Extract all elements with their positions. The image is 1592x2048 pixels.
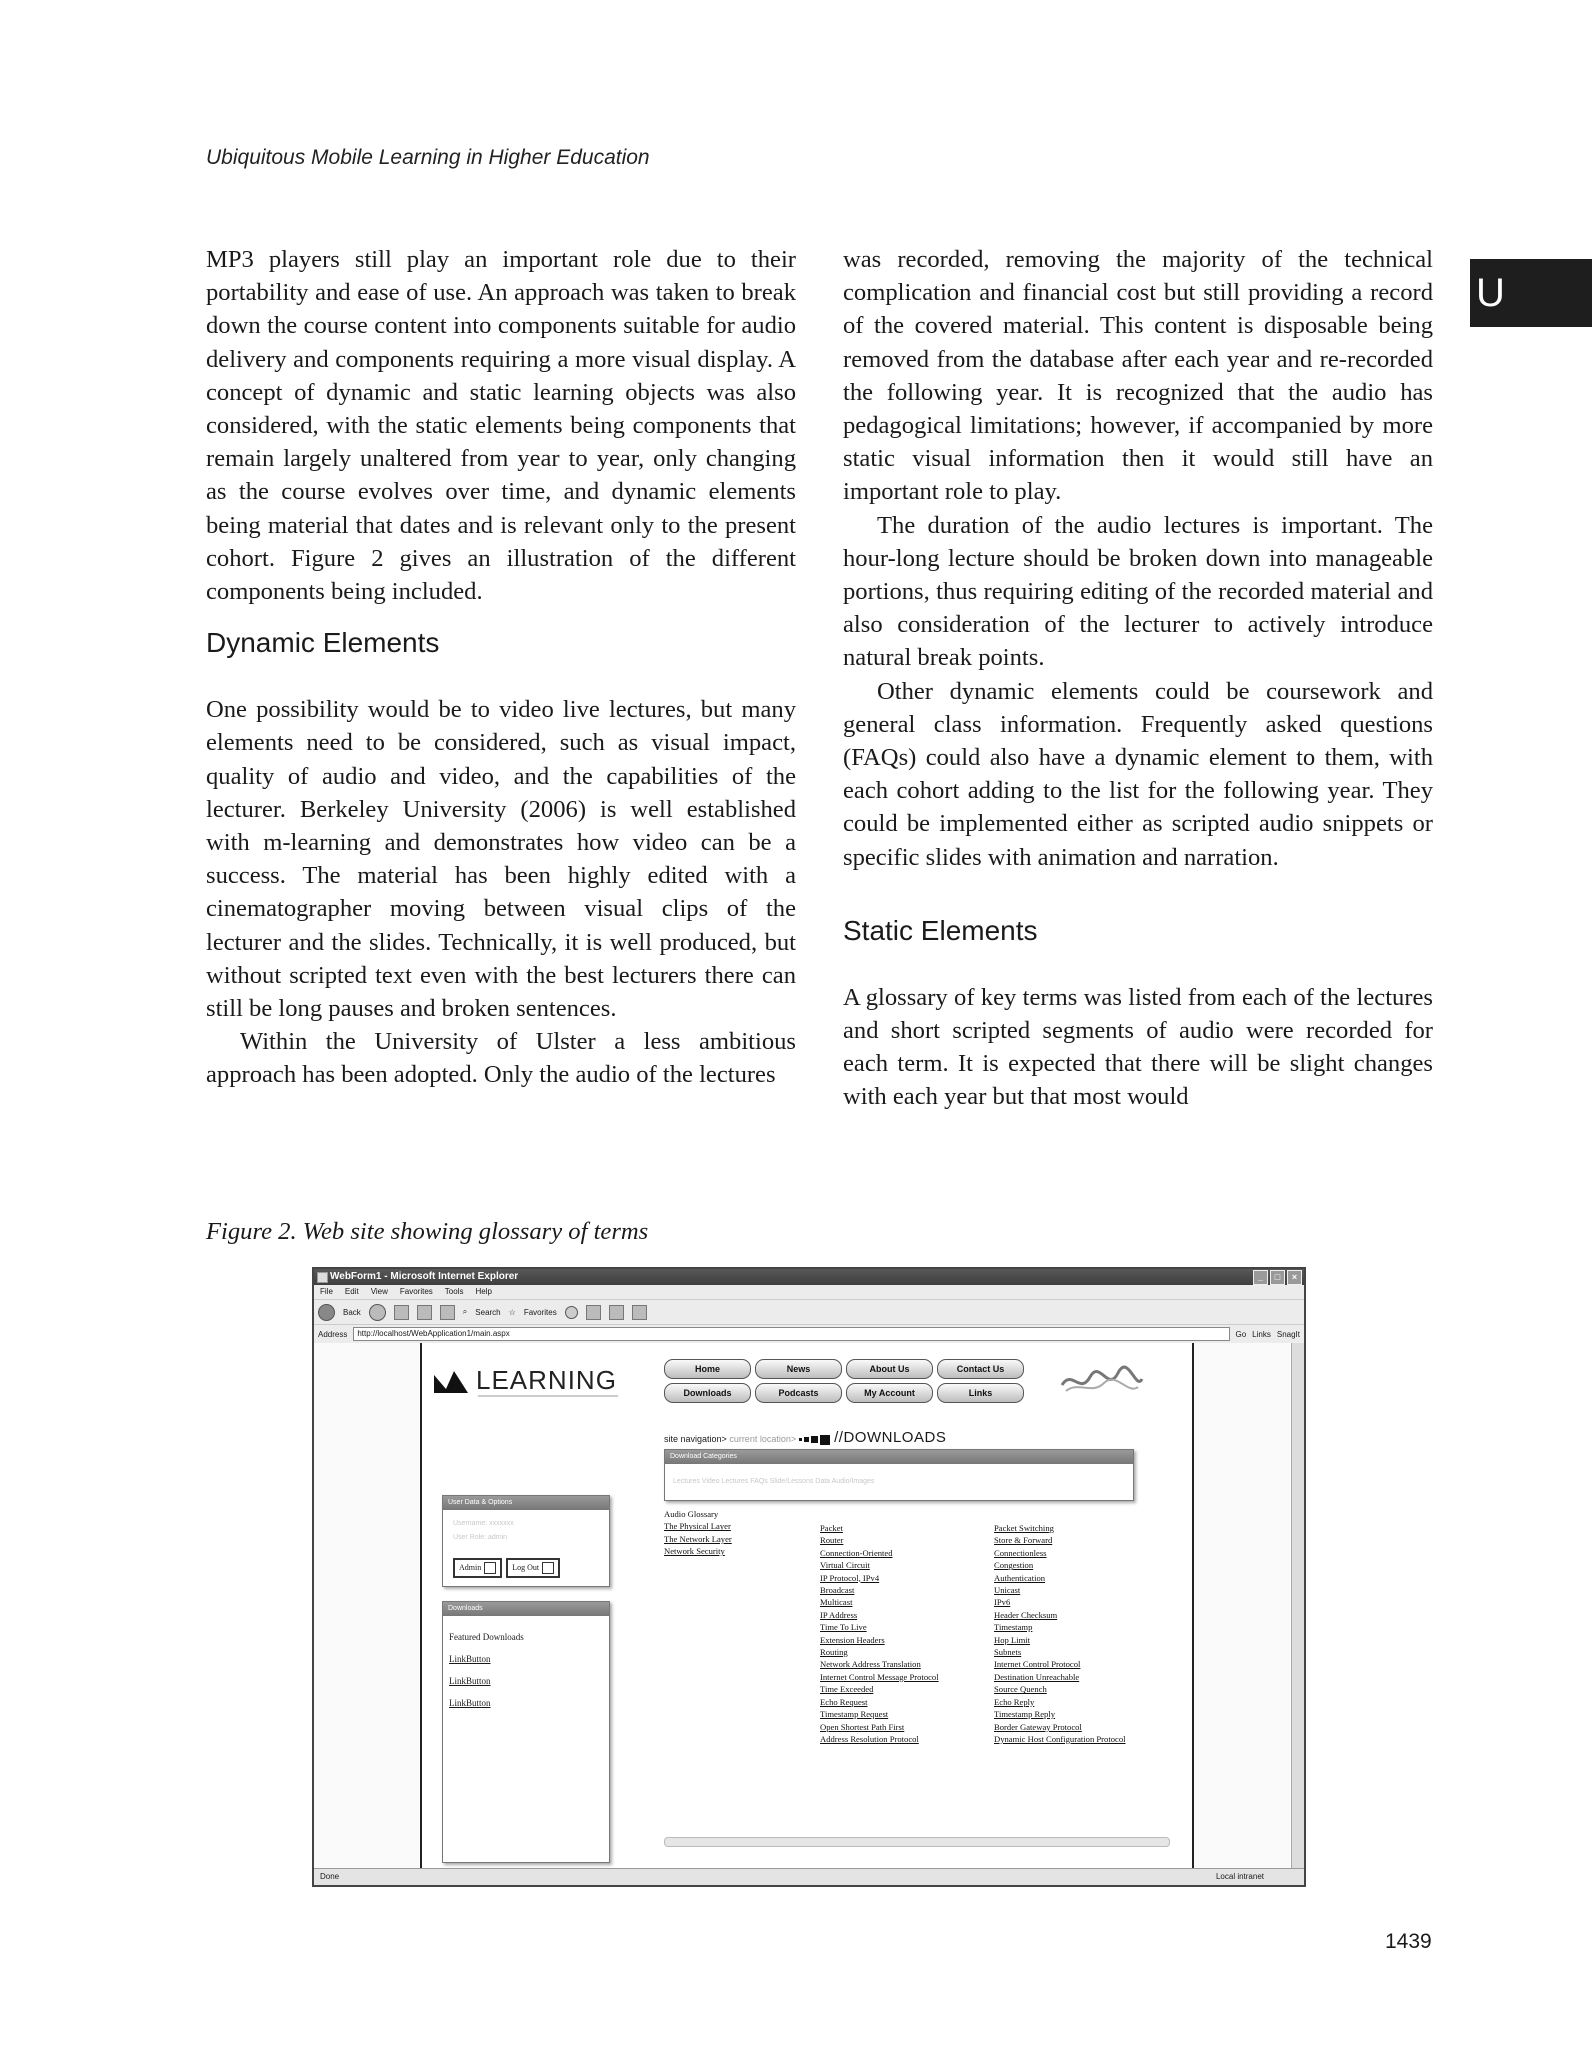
nav-downloads-button[interactable]: Downloads xyxy=(664,1383,751,1403)
link-button[interactable]: LinkButton xyxy=(449,1698,491,1708)
logo-text: LEARNING xyxy=(476,1365,617,1395)
right-gutter-pane xyxy=(1192,1343,1290,1871)
section-heading-dynamic: Dynamic Elements xyxy=(206,627,440,659)
categories-row[interactable]: Lectures Video Lectures FAQs Slide/Lessons Data Audio/Images xyxy=(673,1478,875,1485)
glossary-section-link[interactable]: Network Security xyxy=(664,1546,725,1557)
forward-icon[interactable] xyxy=(369,1304,386,1321)
glossary-term-link[interactable]: Network Address Translation xyxy=(820,1659,921,1670)
glossary-term-link[interactable]: Unicast xyxy=(994,1585,1021,1596)
snagit-button[interactable]: SnagIt xyxy=(1276,1329,1300,1339)
window-controls xyxy=(1253,1270,1302,1285)
glossary-term-link[interactable]: Extension Headers xyxy=(820,1634,885,1645)
paragraph: A glossary of key terms was listed from each of the lectures and short scripted segments of audio were recorded for each term. It is expected that there will be slight changes with each year but that most would xyxy=(843,983,1433,1111)
logo-tagline xyxy=(478,1395,618,1397)
browser-menubar xyxy=(314,1285,1304,1300)
close-icon[interactable]: × xyxy=(1287,1270,1302,1285)
site-nav xyxy=(664,1359,1024,1407)
paragraph: was recorded, removing the majority of the technical complication and financial cost but still providing a record of the covered material. This content is disposable being removed from the database after each year and re-recorded the following year. It is recognized that the audio has pedagogical limitations; however, if accompanied by more static visual information then it would still have an important role to play. xyxy=(843,246,1433,506)
browser-addressbar xyxy=(314,1325,1304,1344)
page-number: 1439 xyxy=(1385,1930,1432,1953)
admin-icon xyxy=(484,1562,496,1574)
browser-titlebar xyxy=(314,1269,1304,1285)
nav-about-button[interactable]: About Us xyxy=(846,1359,933,1379)
glossary-section-link[interactable]: The Physical Layer xyxy=(664,1521,731,1532)
logout-icon xyxy=(542,1562,554,1574)
categories-header: Download Categories xyxy=(665,1450,1133,1464)
status-done: Done xyxy=(320,1872,340,1881)
menu-tools[interactable]: Tools xyxy=(444,1287,464,1296)
glossary-term-link[interactable]: Time To Live xyxy=(820,1622,867,1633)
glossary-term-link[interactable]: Connectionless xyxy=(994,1547,1047,1558)
featured-downloads-label: Featured Downloads xyxy=(449,1632,524,1642)
logo-mark-icon xyxy=(432,1367,470,1395)
home-icon[interactable] xyxy=(440,1305,455,1320)
status-zone: Local intranet xyxy=(1215,1872,1264,1881)
glossary-section-link[interactable]: The Network Layer xyxy=(664,1533,732,1544)
links-label[interactable]: Links xyxy=(1252,1329,1271,1339)
breadcrumb-prefix: site navigation> xyxy=(664,1434,727,1444)
admin-button[interactable]: Admin xyxy=(453,1558,502,1578)
section-heading-static: Static Elements xyxy=(843,914,1038,946)
user-role-row: User Role: admin xyxy=(453,1534,508,1541)
running-head: Ubiquitous Mobile Learning in Higher Education xyxy=(206,146,650,169)
glossary-term-link[interactable]: Packet Switching xyxy=(994,1523,1054,1533)
breadcrumb-squares-icon xyxy=(799,1434,832,1445)
glossary-column-3 xyxy=(994,1522,1126,1745)
glossary-term-link[interactable]: Address Resolution Protocol xyxy=(820,1733,919,1744)
address-input[interactable]: http://localhost/WebApplication1/main.aspx xyxy=(353,1327,1229,1341)
glossary-term-link[interactable]: Virtual Circuit xyxy=(820,1560,870,1571)
glossary-term-link[interactable]: Internet Control Message Protocol xyxy=(820,1671,939,1682)
section-thumb-tab: U xyxy=(1470,259,1592,327)
glossary-term-link[interactable]: Store & Forward xyxy=(994,1535,1053,1546)
maximize-icon[interactable]: □ xyxy=(1270,1270,1285,1285)
logout-button[interactable]: Log Out xyxy=(506,1558,560,1578)
nav-news-button[interactable]: News xyxy=(755,1359,842,1379)
nav-home-button[interactable]: Home xyxy=(664,1359,751,1379)
glossary-term-link[interactable]: Header Checksum xyxy=(994,1609,1058,1620)
glossary-term-link[interactable]: Router xyxy=(820,1535,844,1546)
ie-app-icon xyxy=(317,1272,328,1283)
site-logo xyxy=(432,1365,617,1396)
right-column xyxy=(843,243,1433,1114)
figure-browser-screenshot xyxy=(312,1267,1306,1887)
address-label: Address xyxy=(318,1329,348,1339)
glossary-term-link[interactable]: Open Shortest Path First xyxy=(820,1721,905,1732)
paragraph: One possibility would be to video live lectures, but many elements need to be considered, such as visual impact, quality of audio and video, and the capabilities of the lecturer. Berkeley University (2006) is well established with m-learning and demonstrates how video can be a success. The material has been highly edited with a cinematographer moving between visual clips of the lecturer and the slides. Technically, it is well produced, but without scripted text even with the best lecturers there can still be long pauses and broken sentences. xyxy=(206,696,796,1023)
edit-icon[interactable] xyxy=(632,1305,647,1320)
paragraph: The duration of the audio lectures is important. The hour-long lecture should be broken down into manageable portions, thus requiring editing of the recorded material and also consideration of the lecturer to actively introduce natural break points. xyxy=(843,511,1433,672)
downloads-panel xyxy=(442,1601,610,1863)
go-button[interactable]: Go xyxy=(1235,1329,1247,1339)
glossary-column-2 xyxy=(820,1522,939,1745)
menu-favorites[interactable]: Favorites xyxy=(399,1287,433,1296)
paragraph: Other dynamic elements could be coursework and general class information. Frequently asked questions (FAQs) could also have a dynamic element to them, with each cohort adding to the list for the following year. They could be implemented either as scripted audio snippets or specific slides with animation and narration. xyxy=(843,677,1433,871)
download-categories-panel xyxy=(664,1449,1134,1501)
glossary-term-link[interactable]: IP Protocol, IPv4 xyxy=(820,1572,880,1583)
nav-podcasts-button[interactable]: Podcasts xyxy=(755,1383,842,1403)
minimize-icon[interactable]: _ xyxy=(1253,1270,1268,1285)
breadcrumb-location[interactable]: current location> xyxy=(729,1434,797,1444)
nav-row-2 xyxy=(664,1383,1024,1403)
browser-toolbar xyxy=(314,1300,1304,1325)
menu-edit[interactable]: Edit xyxy=(344,1287,359,1296)
mail-icon[interactable] xyxy=(586,1305,601,1320)
glossary-term-link[interactable]: Border Gateway Protocol xyxy=(994,1721,1082,1732)
nav-contact-button[interactable]: Contact Us xyxy=(937,1359,1024,1379)
horizontal-scrollbar[interactable] xyxy=(664,1837,1170,1847)
vertical-scrollbar[interactable] xyxy=(1291,1343,1304,1871)
glossary-term-link[interactable]: Dynamic Host Configuration Protocol xyxy=(994,1733,1126,1744)
graffiti-stamp-icon xyxy=(1058,1365,1144,1399)
breadcrumb xyxy=(664,1429,946,1446)
nav-links-button[interactable]: Links xyxy=(937,1383,1024,1403)
glossary-term-link[interactable]: IPv6 xyxy=(994,1597,1011,1608)
glossary-heading: Audio Glossary xyxy=(664,1509,719,1519)
glossary-term-link[interactable]: Authentication xyxy=(994,1572,1046,1583)
glossary-term-link[interactable]: Timestamp xyxy=(994,1622,1033,1633)
favorites-label[interactable]: Favorites xyxy=(523,1307,557,1317)
menu-help[interactable]: Help xyxy=(475,1287,492,1296)
paragraph: MP3 players still play an important role due to their portability and ease of use. An approach was taken to break down the course content into components suitable for audio delivery and components requiring a more visual display. A concept of dynamic and static learning objects was also considered, with the static elements being components that remain largely unaltered from year to year, only changing as the course evolves over time, and dynamic elements being material that dates and is relevant only to the present cohort. Figure 2 gives an illustration of the different components being included. xyxy=(206,246,796,606)
glossary-term-link[interactable]: Echo Request xyxy=(820,1696,868,1707)
favorites-icon[interactable]: ☆ xyxy=(508,1307,516,1317)
browser-statusbar xyxy=(314,1868,1304,1885)
glossary-term-link[interactable]: Timestamp Request xyxy=(820,1709,889,1720)
stop-icon[interactable] xyxy=(394,1305,409,1320)
glossary-term-link[interactable]: Subnets xyxy=(994,1647,1022,1658)
glossary-term-link[interactable]: IP Address xyxy=(820,1609,858,1620)
downloads-header: Downloads xyxy=(443,1602,609,1616)
glossary-term-link[interactable]: Internet Control Protocol xyxy=(994,1659,1081,1670)
back-label[interactable]: Back xyxy=(343,1307,361,1317)
menu-view[interactable]: View xyxy=(370,1287,388,1296)
glossary-term-link[interactable]: Routing xyxy=(820,1647,848,1658)
paragraph: Within the University of Ulster a less ambitious approach has been adopted. Only the audio of the lectures xyxy=(206,1028,796,1089)
print-icon[interactable] xyxy=(609,1305,624,1320)
window-title: WebForm1 - Microsoft Internet Explorer xyxy=(330,1271,519,1282)
search-icon[interactable]: ⌕ xyxy=(462,1307,468,1316)
link-button[interactable]: LinkButton xyxy=(449,1654,491,1664)
glossary-term-link[interactable]: Multicast xyxy=(820,1597,853,1608)
browser-viewport xyxy=(314,1343,1304,1871)
glossary-term-link[interactable]: Hop Limit xyxy=(994,1634,1031,1645)
menu-file[interactable]: File xyxy=(320,1287,333,1296)
link-button[interactable]: LinkButton xyxy=(449,1676,491,1686)
glossary-term-link[interactable]: Packet xyxy=(820,1523,843,1533)
glossary-term-link[interactable]: Congestion xyxy=(994,1560,1034,1571)
glossary-term-link[interactable]: Echo Reply xyxy=(994,1696,1035,1707)
back-icon[interactable] xyxy=(318,1304,335,1321)
user-data-panel xyxy=(442,1495,610,1587)
glossary-term-link[interactable]: Destination Unreachable xyxy=(994,1671,1080,1682)
left-gutter-pane xyxy=(314,1343,422,1871)
username-row: Username: xxxxxxx xyxy=(453,1520,514,1527)
breadcrumb-title: //DOWNLOADS xyxy=(834,1429,947,1446)
nav-row-1 xyxy=(664,1359,1024,1379)
nav-account-button[interactable]: My Account xyxy=(846,1383,933,1403)
refresh-icon[interactable] xyxy=(417,1305,432,1320)
glossary-term-link[interactable]: Broadcast xyxy=(820,1585,855,1596)
search-label[interactable]: Search xyxy=(475,1307,501,1317)
glossary-term-link[interactable]: Time Exceeded xyxy=(820,1684,874,1695)
left-column xyxy=(206,243,796,1092)
glossary-sections xyxy=(664,1508,732,1558)
glossary-term-link[interactable]: Source Quench xyxy=(994,1684,1047,1695)
history-icon[interactable] xyxy=(565,1306,578,1319)
user-panel-header: User Data & Options xyxy=(443,1496,609,1510)
glossary-term-link[interactable]: Timestamp Reply xyxy=(994,1709,1056,1720)
figure-caption: Figure 2. Web site showing glossary of terms xyxy=(206,1218,649,1245)
glossary-term-link[interactable]: Connection-Oriented xyxy=(820,1547,893,1558)
